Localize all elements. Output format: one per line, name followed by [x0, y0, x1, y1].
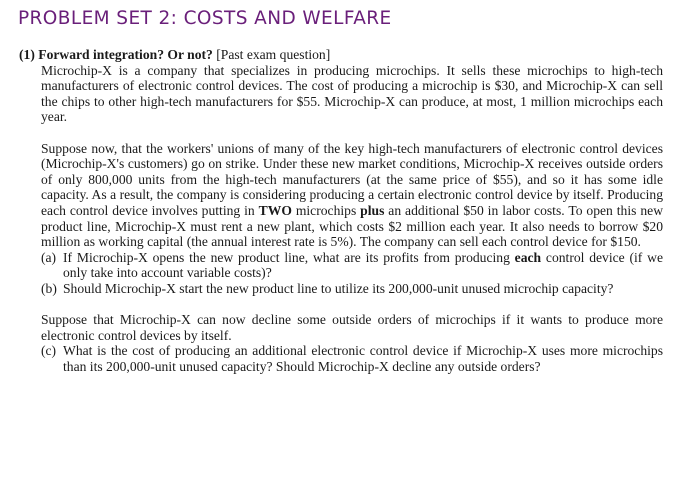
- question-a-part1: If Microchip-X opens the new product line, what are its profits from producing: [63, 249, 515, 265]
- paragraph-strike-part2: microchips: [291, 202, 361, 218]
- question-c: [19, 343, 663, 374]
- paragraph-decline: Suppose that Microchip-X can now decline some outside orders of microchips if it wants to produce more electronic control devices by itself.: [41, 312, 663, 343]
- question-a-text: [63, 250, 663, 281]
- problem-body: [19, 47, 663, 374]
- problem-heading: [19, 47, 663, 63]
- problem-heading-text: Forward integration? Or not?: [38, 47, 213, 62]
- paragraph-intro: Microchip-X is a company that specializes in producing microchips. It sells these microchips to high-tech manufacturers of electronic control devices. The cost of producing a microchip is $30, and Microchip-X can sell the chips to other high-tech manufacturers for $55. Microchip-X can produce, at most, 1 million microchips each year.: [41, 62, 663, 125]
- page-title: PROBLEM SET 2: COSTS AND WELFARE: [18, 8, 392, 29]
- problem-note: [Past exam question]: [216, 47, 331, 62]
- spacer: [19, 125, 663, 141]
- emphasis-each: each: [514, 249, 542, 265]
- paragraph-strike: [19, 141, 663, 250]
- question-a: [19, 250, 663, 281]
- paragraph-strike-part3: an additional $50 in labor costs. To open this new product line, Microchip-X must rent a new plant, which costs $2 million each year. It also needs to borrow $20 million as working capital (the annual interest rate is 5%). The company can sell each control device for $150.: [41, 202, 664, 250]
- spacer: [19, 297, 663, 313]
- emphasis-two: TWO: [258, 202, 292, 218]
- emphasis-plus: plus: [360, 202, 385, 218]
- question-a-label: (a): [41, 249, 57, 265]
- question-b: [19, 281, 663, 297]
- question-b-label: (b): [41, 280, 57, 296]
- paragraph-strike-part1: Suppose now, that the workers' unions of many of the key high-tech manufacturers of electronic control devices (Microchip-X's customers) go on strike. Under these new market conditions, Microchip-X receives outside orders of only 800,000 units from the high-tech manufacturers (at the same price of $55), and so it has some idle capacity. As a result, the company is considering producing a certain electronic control device by itself. Producing each control device involves putting in: [41, 140, 663, 218]
- question-b-text: Should Microchip-X start the new product line to utilize its 200,000-unit unused microchip capacity?: [63, 280, 614, 296]
- problem-number: (1): [19, 47, 35, 62]
- question-a-part2: control device (if we only take into account variable costs)?: [63, 249, 663, 281]
- question-c-text: What is the cost of producing an additional electronic control device if Microchip-X uses more microchips than its 200,000-unit unused capacity? Should Microchip-X decline any outside orders?: [63, 343, 663, 374]
- question-c-label: (c): [41, 343, 57, 359]
